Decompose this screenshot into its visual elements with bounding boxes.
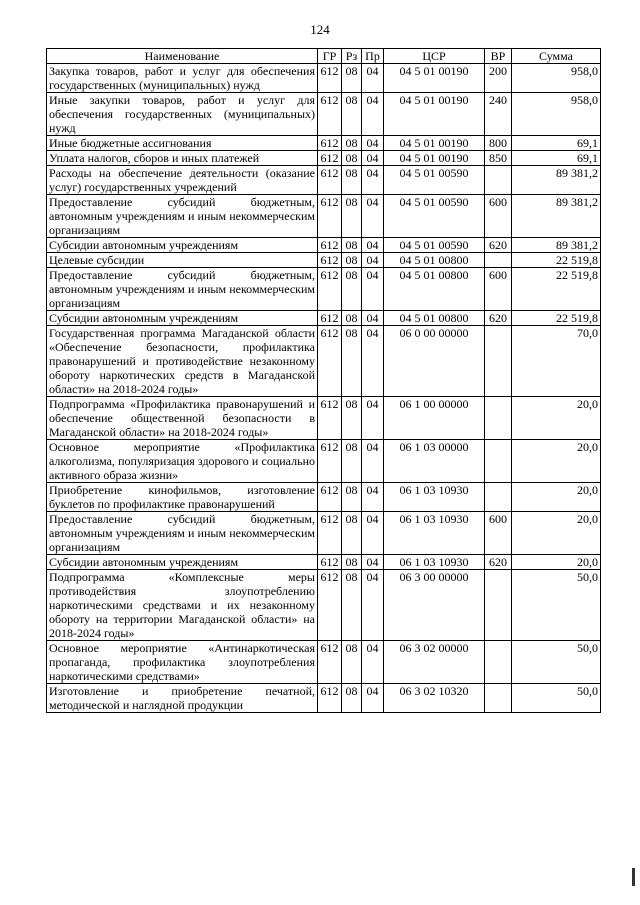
table-row [47, 483, 601, 512]
cell-pr: 04 [362, 238, 384, 253]
table-row [47, 136, 601, 151]
cell-gr: 612 [318, 440, 342, 483]
cell-vr [485, 326, 512, 397]
cell-vr: 620 [485, 238, 512, 253]
cell-gr: 612 [318, 326, 342, 397]
cell-pr: 04 [362, 64, 384, 93]
cell-pr: 04 [362, 253, 384, 268]
cell-gr: 612 [318, 195, 342, 238]
cell-pr: 04 [362, 195, 384, 238]
header-vr: ВР [485, 49, 512, 64]
cell-pr: 04 [362, 311, 384, 326]
cell-sum: 958,0 [512, 64, 601, 93]
cell-sum: 20,0 [512, 512, 601, 555]
cell-name: Уплата налогов, сборов и иных платежей [47, 151, 318, 166]
table-row [47, 570, 601, 641]
cell-csr: 06 1 03 10930 [384, 483, 485, 512]
cell-pr: 04 [362, 440, 384, 483]
cell-rz: 08 [342, 195, 362, 238]
cell-vr: 200 [485, 64, 512, 93]
cell-sum: 69,1 [512, 136, 601, 151]
cell-csr: 04 5 01 00190 [384, 136, 485, 151]
cell-csr: 04 5 01 00590 [384, 238, 485, 253]
cell-name: Основное мероприятие «Профилактика алкоголизма, популяризация здорового и социально активного образа жизни» [47, 440, 318, 483]
cell-sum: 89 381,2 [512, 166, 601, 195]
header-gr: ГР [318, 49, 342, 64]
cell-gr: 612 [318, 641, 342, 684]
header-name: Наименование [47, 49, 318, 64]
cell-gr: 612 [318, 311, 342, 326]
cell-name: Подпрограмма «Профилактика правонарушений и обеспечение общественной безопасности в Магаданской области» на 2018-2024 годы» [47, 397, 318, 440]
cell-name: Иные закупки товаров, работ и услуг для обеспечения государственных (муниципальных) нужд [47, 93, 318, 136]
cell-gr: 612 [318, 64, 342, 93]
cell-vr: 600 [485, 195, 512, 238]
cell-rz: 08 [342, 397, 362, 440]
cell-name: Основное мероприятие «Антинаркотическая пропаганда, профилактика злоупотребления наркотическими средствами» [47, 641, 318, 684]
cell-name: Приобретение кинофильмов, изготовление буклетов по профилактике правонарушений [47, 483, 318, 512]
table-row [47, 512, 601, 555]
cell-sum: 20,0 [512, 440, 601, 483]
cell-rz: 08 [342, 311, 362, 326]
cell-rz: 08 [342, 483, 362, 512]
cell-rz: 08 [342, 555, 362, 570]
cell-csr: 06 0 00 00000 [384, 326, 485, 397]
header-row [47, 49, 601, 64]
header-csr: ЦСР [384, 49, 485, 64]
scan-edge-mark [632, 868, 635, 886]
table-row [47, 253, 601, 268]
cell-rz: 08 [342, 512, 362, 555]
cell-vr: 600 [485, 268, 512, 311]
cell-vr [485, 440, 512, 483]
cell-name: Расходы на обеспечение деятельности (оказание услуг) государственных учреждений [47, 166, 318, 195]
cell-vr [485, 397, 512, 440]
cell-rz: 08 [342, 64, 362, 93]
table-row [47, 397, 601, 440]
cell-gr: 612 [318, 151, 342, 166]
cell-pr: 04 [362, 166, 384, 195]
cell-vr: 240 [485, 93, 512, 136]
cell-rz: 08 [342, 238, 362, 253]
table-row [47, 555, 601, 570]
cell-csr: 06 1 00 00000 [384, 397, 485, 440]
cell-sum: 89 381,2 [512, 195, 601, 238]
cell-sum: 22 519,8 [512, 253, 601, 268]
cell-gr: 612 [318, 483, 342, 512]
table-row [47, 238, 601, 253]
cell-pr: 04 [362, 555, 384, 570]
table-row [47, 684, 601, 713]
cell-pr: 04 [362, 641, 384, 684]
cell-csr: 06 1 03 10930 [384, 512, 485, 555]
cell-sum: 958,0 [512, 93, 601, 136]
table-row [47, 93, 601, 136]
table-row [47, 166, 601, 195]
cell-gr: 612 [318, 166, 342, 195]
cell-rz: 08 [342, 684, 362, 713]
cell-name: Закупка товаров, работ и услуг для обеспечения государственных (муниципальных) нужд [47, 64, 318, 93]
cell-gr: 612 [318, 684, 342, 713]
cell-vr [485, 253, 512, 268]
cell-name: Изготовление и приобретение печатной, методической и наглядной продукции [47, 684, 318, 713]
cell-pr: 04 [362, 268, 384, 311]
cell-gr: 612 [318, 238, 342, 253]
cell-rz: 08 [342, 440, 362, 483]
table-row [47, 311, 601, 326]
cell-pr: 04 [362, 483, 384, 512]
cell-gr: 612 [318, 253, 342, 268]
table-row [47, 440, 601, 483]
cell-gr: 612 [318, 397, 342, 440]
table-row [47, 326, 601, 397]
cell-vr: 600 [485, 512, 512, 555]
cell-vr [485, 166, 512, 195]
cell-rz: 08 [342, 253, 362, 268]
cell-rz: 08 [342, 136, 362, 151]
cell-rz: 08 [342, 326, 362, 397]
cell-rz: 08 [342, 93, 362, 136]
cell-csr: 06 1 03 10930 [384, 555, 485, 570]
cell-pr: 04 [362, 684, 384, 713]
cell-csr: 04 5 01 00590 [384, 195, 485, 238]
cell-vr [485, 570, 512, 641]
cell-csr: 06 3 00 00000 [384, 570, 485, 641]
cell-gr: 612 [318, 268, 342, 311]
cell-name: Субсидии автономным учреждениям [47, 238, 318, 253]
cell-name: Государственная программа Магаданской области «Обеспечение безопасности, профилактика правонарушений и противодействие незаконному обороту наркотических средств в Магаданской области» на 2018-2024 годы» [47, 326, 318, 397]
cell-pr: 04 [362, 93, 384, 136]
cell-gr: 612 [318, 570, 342, 641]
cell-gr: 612 [318, 93, 342, 136]
cell-pr: 04 [362, 326, 384, 397]
cell-rz: 08 [342, 268, 362, 311]
cell-rz: 08 [342, 166, 362, 195]
cell-csr: 04 5 01 00800 [384, 253, 485, 268]
cell-csr: 04 5 01 00800 [384, 311, 485, 326]
cell-vr: 620 [485, 311, 512, 326]
cell-sum: 22 519,8 [512, 268, 601, 311]
header-rz: Рз [342, 49, 362, 64]
table-row [47, 64, 601, 93]
cell-name: Субсидии автономным учреждениям [47, 555, 318, 570]
cell-sum: 22 519,8 [512, 311, 601, 326]
cell-vr: 800 [485, 136, 512, 151]
cell-csr: 06 3 02 00000 [384, 641, 485, 684]
cell-rz: 08 [342, 570, 362, 641]
cell-name: Предоставление субсидий бюджетным, автономным учреждениям и иным некоммерческим организациям [47, 268, 318, 311]
cell-pr: 04 [362, 570, 384, 641]
cell-sum: 20,0 [512, 555, 601, 570]
cell-csr: 04 5 01 00190 [384, 64, 485, 93]
page-number: 124 [310, 22, 330, 37]
cell-csr: 06 3 02 10320 [384, 684, 485, 713]
budget-table [46, 48, 601, 713]
cell-name: Предоставление субсидий бюджетным, автономным учреждениям и иным некоммерческим организациям [47, 512, 318, 555]
cell-sum: 69,1 [512, 151, 601, 166]
cell-vr [485, 684, 512, 713]
cell-name: Подпрограмма «Комплексные меры противодействия злоупотреблению наркотическими средствами и их незаконному обороту на территории Магаданской области» на 2018-2024 годы» [47, 570, 318, 641]
cell-csr: 06 1 03 00000 [384, 440, 485, 483]
cell-csr: 04 5 01 00190 [384, 93, 485, 136]
cell-name: Иные бюджетные ассигнования [47, 136, 318, 151]
table-row [47, 195, 601, 238]
cell-vr: 850 [485, 151, 512, 166]
table-row [47, 151, 601, 166]
cell-gr: 612 [318, 136, 342, 151]
header-sum: Сумма [512, 49, 601, 64]
cell-sum: 89 381,2 [512, 238, 601, 253]
cell-vr [485, 641, 512, 684]
cell-pr: 04 [362, 397, 384, 440]
cell-pr: 04 [362, 136, 384, 151]
cell-csr: 04 5 01 00590 [384, 166, 485, 195]
table-row [47, 268, 601, 311]
cell-sum: 20,0 [512, 483, 601, 512]
cell-vr: 620 [485, 555, 512, 570]
cell-name: Предоставление субсидий бюджетным, автономным учреждениям и иным некоммерческим организациям [47, 195, 318, 238]
cell-csr: 04 5 01 00800 [384, 268, 485, 311]
cell-sum: 20,0 [512, 397, 601, 440]
cell-sum: 50,0 [512, 570, 601, 641]
cell-gr: 612 [318, 555, 342, 570]
header-pr: Пр [362, 49, 384, 64]
cell-pr: 04 [362, 151, 384, 166]
cell-sum: 70,0 [512, 326, 601, 397]
cell-vr [485, 483, 512, 512]
cell-name: Целевые субсидии [47, 253, 318, 268]
cell-sum: 50,0 [512, 684, 601, 713]
cell-pr: 04 [362, 512, 384, 555]
table-row [47, 641, 601, 684]
cell-name: Субсидии автономным учреждениям [47, 311, 318, 326]
cell-csr: 04 5 01 00190 [384, 151, 485, 166]
cell-gr: 612 [318, 512, 342, 555]
cell-rz: 08 [342, 151, 362, 166]
cell-rz: 08 [342, 641, 362, 684]
cell-sum: 50,0 [512, 641, 601, 684]
